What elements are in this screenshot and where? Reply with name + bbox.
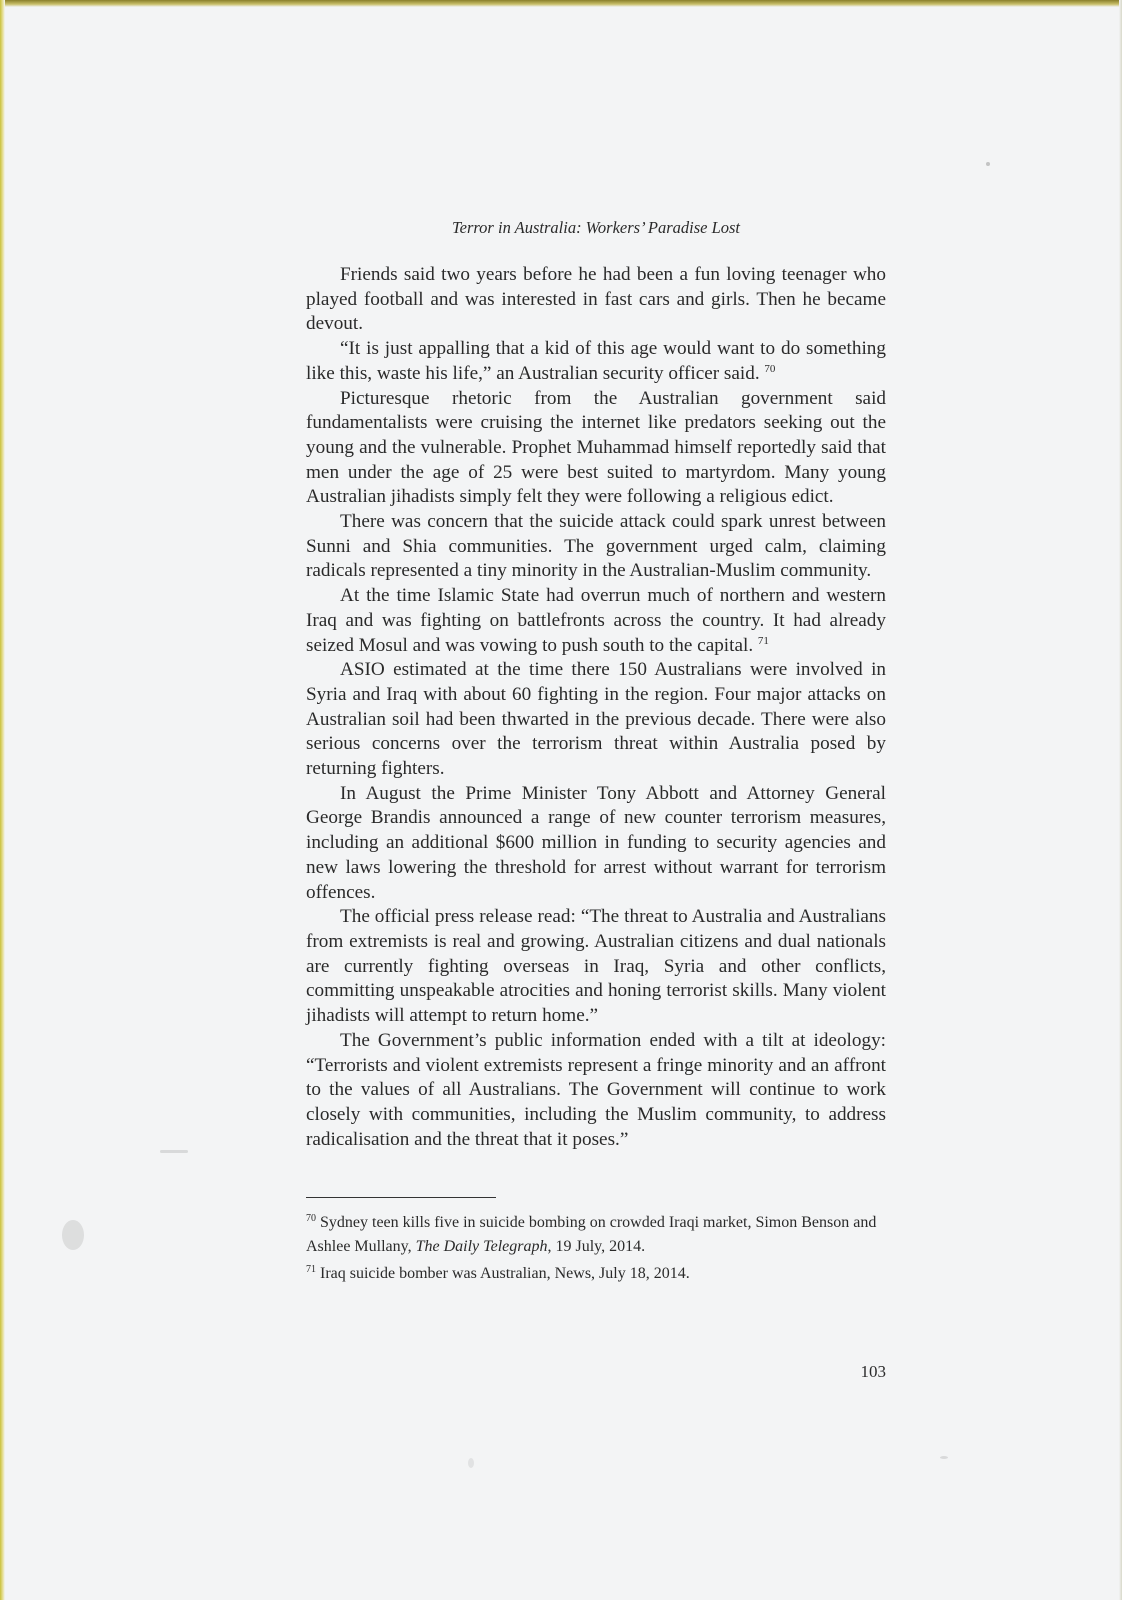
footnote-ref: 71 xyxy=(757,634,769,647)
book-page xyxy=(306,216,886,1290)
paragraph xyxy=(306,510,886,584)
footnote-number: 70 xyxy=(306,1213,316,1225)
paragraph-text: ASIO estimated at the time there 150 Australians were involved in Syria and Iraq with about 60 fighting in the region. Four major attacks on Australian soil had been thwarted in the previous decade. There were also serious concerns over the terrorism threat within Australia posed by returning fighters. xyxy=(306,659,886,780)
paragraph xyxy=(306,782,886,906)
paragraph xyxy=(306,387,886,511)
footnote-text: Iraq suicide bomber was Australian, News, July 18, 2014. xyxy=(320,1265,690,1283)
scan-edge-top xyxy=(0,0,1122,7)
paragraph-text: At the time Islamic State had overrun much of northern and western Iraq and was fighting on battlefronts across the country. It had already seized Mosul and was vowing to push south to the capital. xyxy=(306,585,886,656)
paragraph-text: There was concern that the suicide attack could spark unrest between Sunni and Shia communities. The government urged calm, claiming radicals represented a tiny minority in the Australian-Muslim community. xyxy=(306,511,886,582)
footnote-number: 71 xyxy=(306,1264,316,1276)
scan-speck xyxy=(160,1150,188,1153)
paragraph-text: Picturesque rhetoric from the Australian government said fundamentalists were cruising the internet like predators seeking out the young and the vulnerable. Prophet Muhammad himself reportedly said that men under the age of 25 were best suited to martyrdom. Many young Australian jihadists simply felt they were following a religious edict. xyxy=(306,387,886,508)
paragraph xyxy=(306,1029,886,1153)
paragraph-text: “It is just appalling that a kid of this age would want to do something like this, waste his life,” an Australian security officer said. xyxy=(306,338,886,384)
footnote xyxy=(306,1262,886,1286)
paragraph xyxy=(306,584,886,658)
footnotes xyxy=(306,1211,886,1286)
scan-edge-left xyxy=(0,0,5,1600)
footnote-divider xyxy=(306,1197,496,1198)
footnote-text: , 19 July, 2014. xyxy=(547,1237,646,1255)
body-text xyxy=(306,263,886,1152)
footnote-text: Sydney teen kills five in suicide bombing on crowded Iraqi market, Simon Benson and Ashlee Mullany, xyxy=(306,1214,877,1255)
paragraph-text: The official press release read: “The threat to Australia and Australians from extremists is real and growing. Australian citizens and dual nationals are currently fighting overseas in Iraq, Syria and other conflicts, committing unspeakable atrocities and honing terrorist skills. Many violent jihadists will attempt to return home.” xyxy=(306,906,886,1027)
paragraph-text: In August the Prime Minister Tony Abbott and Attorney General George Brandis announced a range of new counter terrorism measures, including an additional $600 million in funding to security agencies and new laws lowering the threshold for arrest without warrant for terrorism offences. xyxy=(306,782,886,903)
footnote xyxy=(306,1211,886,1258)
scan-speck xyxy=(468,1458,474,1468)
scan-speck xyxy=(62,1220,84,1250)
footnote-ref: 70 xyxy=(764,362,776,375)
paragraph-text: Friends said two years before he had been a fun loving teenager who played football and was interested in fast cars and girls. Then he became devout. xyxy=(306,264,886,335)
paragraph xyxy=(306,263,886,337)
running-head: Terror in Australia: Workers’ Paradise Lost xyxy=(451,218,741,237)
page-number: 103 xyxy=(860,1362,886,1381)
publication-title: The Daily Telegraph xyxy=(415,1237,548,1255)
paragraph xyxy=(306,337,886,386)
paragraph xyxy=(306,905,886,1029)
paragraph xyxy=(306,658,886,782)
paragraph-text: The Government’s public information ended with a tilt at ideology: “Terrorists and violent extremists represent a fringe minority and an affront to the values of all Australians. The Government will continue to work closely with communities, including the Muslim community, to address radicalisation and the threat that it poses.” xyxy=(306,1029,886,1150)
scan-speck xyxy=(940,1456,948,1459)
scan-speck xyxy=(986,162,990,166)
